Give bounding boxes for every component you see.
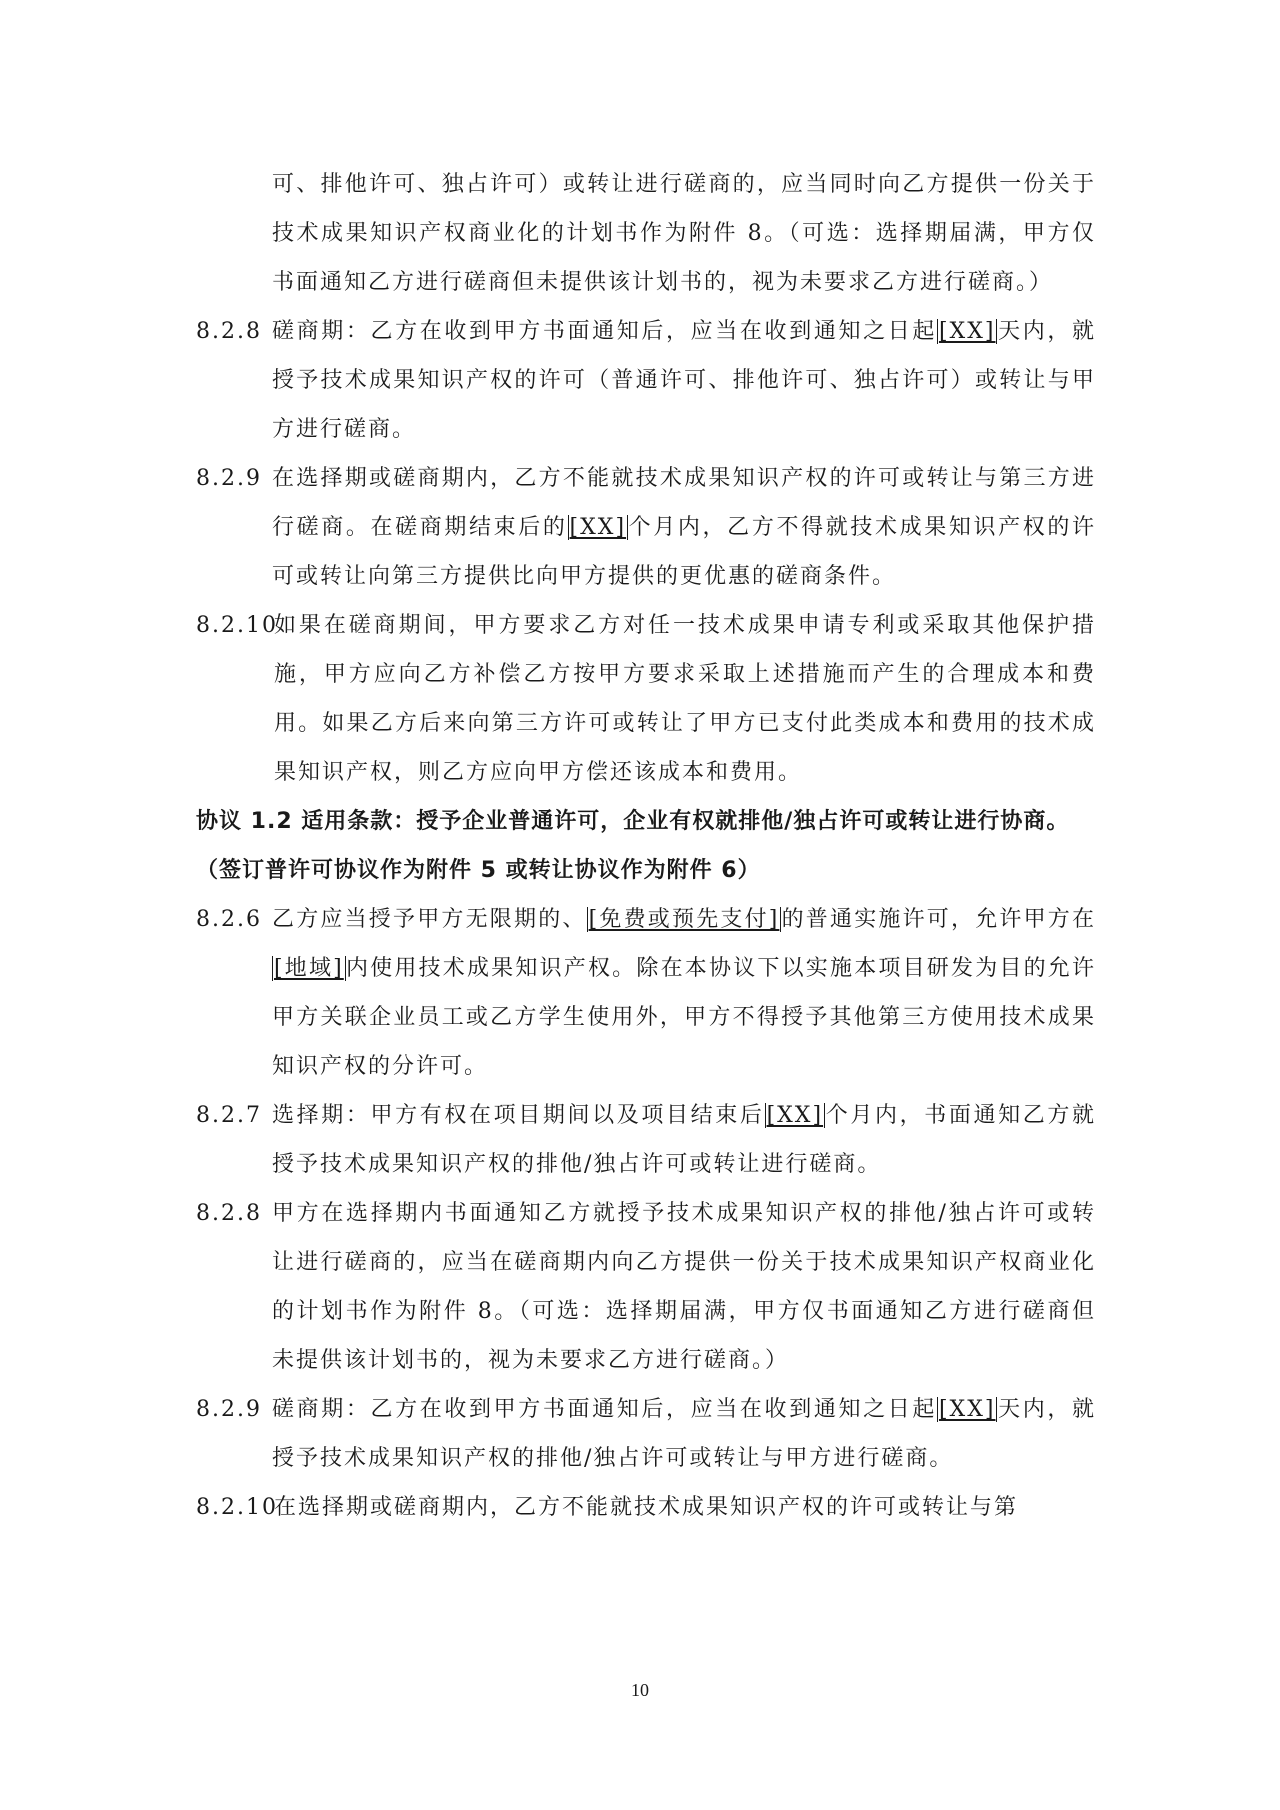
clause-number: 8.2.8 [196,319,262,344]
clause-number: 8.2.9 [196,1397,262,1422]
clause [196,1189,1096,1385]
placeholder-field: [地域] [274,956,344,981]
clause [196,1385,1096,1483]
placeholder-field: [XX] [569,515,627,540]
placeholder-field: [XX] [938,319,996,344]
text-run: 磋商期：乙方在收到甲方书面通知后，应当在收到通知之日起 [272,1397,937,1422]
clause [196,895,1096,1091]
text-run: 内使用技术成果知识产权。除在本协议下以实施本项目研发为目的允许甲方关联企业员工或乙方学生使用外，甲方不得授予其他第三方使用技术成果知识产权的分许可。 [272,956,1096,1079]
clause [196,1091,1096,1189]
text-run: 如果在磋商期间，甲方要求乙方对任一技术成果申请专利或采取其他保护措施，甲方应向乙方补偿乙方按甲方要求采取上述措施而产生的合理成本和费用。如果乙方后来向第三方许可或转让了甲方已支付此类成本和费用的技术成果知识产权，则乙方应向甲方偿还该成本和费用。 [274,613,1096,785]
clause-number: 8.2.7 [196,1103,262,1128]
clause-number: 8.2.8 [196,1201,262,1226]
clause-number: 8.2.10 [196,1495,278,1520]
placeholder-field: [免费或预先支付] [588,907,780,932]
text-run: 甲方在选择期内书面通知乙方就授予技术成果知识产权的排他/独占许可或转让进行磋商的，应当在磋商期内向乙方提供一份关于技术成果知识产权商业化的计划书作为附件 8。（可选：选择期届满，甲方仅书面通知乙方进行磋商但未提供该计划书的，视为未要求乙方进行磋商。） [272,1201,1096,1373]
clause-number: 8.2.6 [196,907,262,932]
text-run: 个月内，书面通知乙方就授予技术成果知识产权的排他/独占许可或转让进行磋商。 [272,1103,1096,1177]
clause [196,307,1096,454]
document-body [196,160,1096,1532]
text-run: 的普通实施许可，允许甲方在 [781,907,1096,932]
placeholder-field: [XX] [766,1103,824,1128]
clause-number: 8.2.9 [196,466,262,491]
text-run: 天内，就授予技术成果知识产权的许可（普通许可、排他许可、独占许可）或转让与甲方进行磋商。 [272,319,1096,442]
clause [196,601,1096,797]
page-number: 10 [631,1680,649,1700]
text-run: 乙方应当授予甲方无限期的、 [272,907,587,932]
clause-continuation [196,160,1096,307]
text-run: 在选择期或磋商期内，乙方不能就技术成果知识产权的许可或转让与第 [274,1495,1019,1520]
clause-number: 8.2.10 [196,613,278,638]
placeholder-field: [XX] [938,1397,996,1422]
text-run: 协议 1.2 适用条款：授予企业普通许可，企业有权就排他/独占许可或转让进行协商。（签订普许可协议作为附件 5 或转让协议作为附件 6） [196,809,1070,883]
text-run: 磋商期：乙方在收到甲方书面通知后，应当在收到通知之日起 [272,319,937,344]
text-run: 选择期：甲方有权在项目期间以及项目结束后 [272,1103,765,1128]
text-run: 在选择期或磋商期内，乙方不能就技术成果知识产权的许可或转让与第三方进行磋商。在磋商期结束后的 [272,466,1096,540]
clause [196,1483,1096,1532]
text-run: 可、排他许可、独占许可）或转让进行磋商的，应当同时向乙方提供一份关于技术成果知识产权商业化的计划书作为附件 8。（可选：选择期届满，甲方仅书面通知乙方进行磋商但未提供该计划书的，视为未要求乙方进行磋商。） [272,172,1096,295]
clause [196,454,1096,601]
text-run: 个月内，乙方不得就技术成果知识产权的许可或转让向第三方提供比向甲方提供的更优惠的磋商条件。 [272,515,1096,589]
section-heading [196,797,1096,895]
text-run: 天内，就授予技术成果知识产权的排他/独占许可或转让与甲方进行磋商。 [272,1397,1096,1471]
